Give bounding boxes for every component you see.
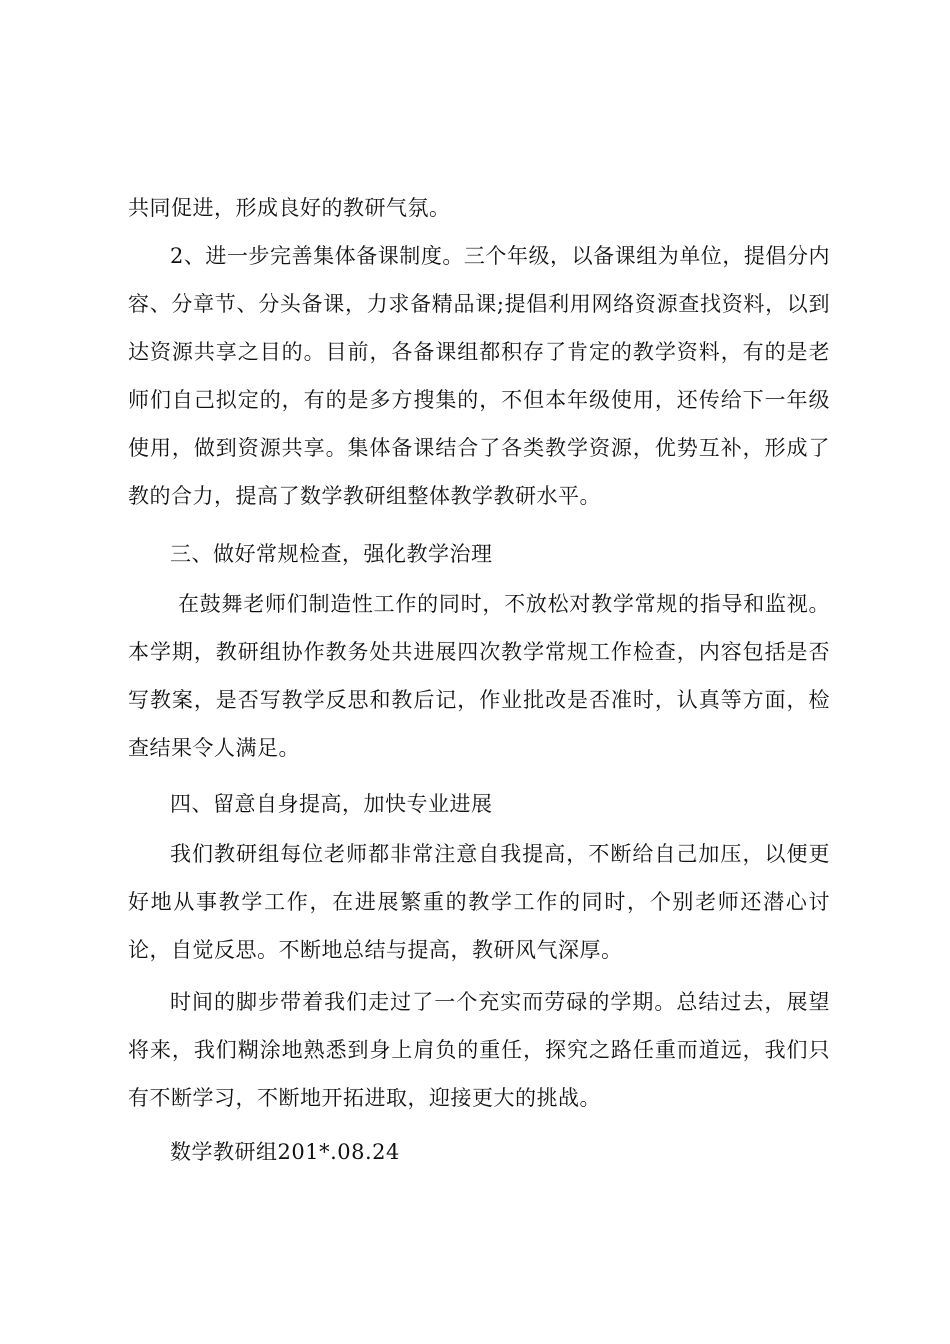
section-heading-routine-inspection: 三、做好常规检查，强化教学治理 bbox=[170, 542, 493, 566]
paragraph-routine-inspection: 在鼓舞老师们制造性工作的同时，不放松对教学常规的指导和监视。本学期，教研组协作教务处共进展四次教学常规工作检查，内容包括是否写教案，是否写教学反思和教后记，作业批改是否准时，认真等方面，检查结果令人满足。 bbox=[128, 592, 830, 760]
signature-line: 数学教研组201*.08.24 bbox=[170, 1140, 400, 1164]
paragraph-continuation: 共同促进，形成良好的教研气氛。 bbox=[128, 196, 451, 220]
paragraph-collective-lesson-prep: 2、进一步完善集体备课制度。三个年级，以备课组为单位，提倡分内容、分章节、分头备课，力求备精品课;提倡利用网络资源查找资料，以到达资源共享之目的。目前，各备课组都积存了肯定的教学资料，有的是老师们自己拟定的，有的是多方搜集的，不但本年级使用，还传给下一年级使用，做到资源共享。集体备课结合了各类教学资源，优势互补，形成了教的合力，提高了数学教研组整体教学教研水平。 bbox=[128, 244, 830, 508]
paragraph-self-improvement: 我们教研组每位老师都非常注意自我提高，不断给自己加压，以便更好地从事教学工作，在进展繁重的教学工作的同时，个别老师还潜心讨论，自觉反思。不断地总结与提高，教研风气深厚。 bbox=[128, 842, 830, 962]
section-heading-self-improvement: 四、留意自身提高，加快专业进展 bbox=[170, 792, 493, 816]
paragraph-conclusion: 时间的脚步带着我们走过了一个充实而劳碌的学期。总结过去，展望将来，我们糊涂地熟悉到身上肩负的重任，探究之路任重而道远，我们只有不断学习，不断地开拓进取，迎接更大的挑战。 bbox=[128, 990, 830, 1110]
